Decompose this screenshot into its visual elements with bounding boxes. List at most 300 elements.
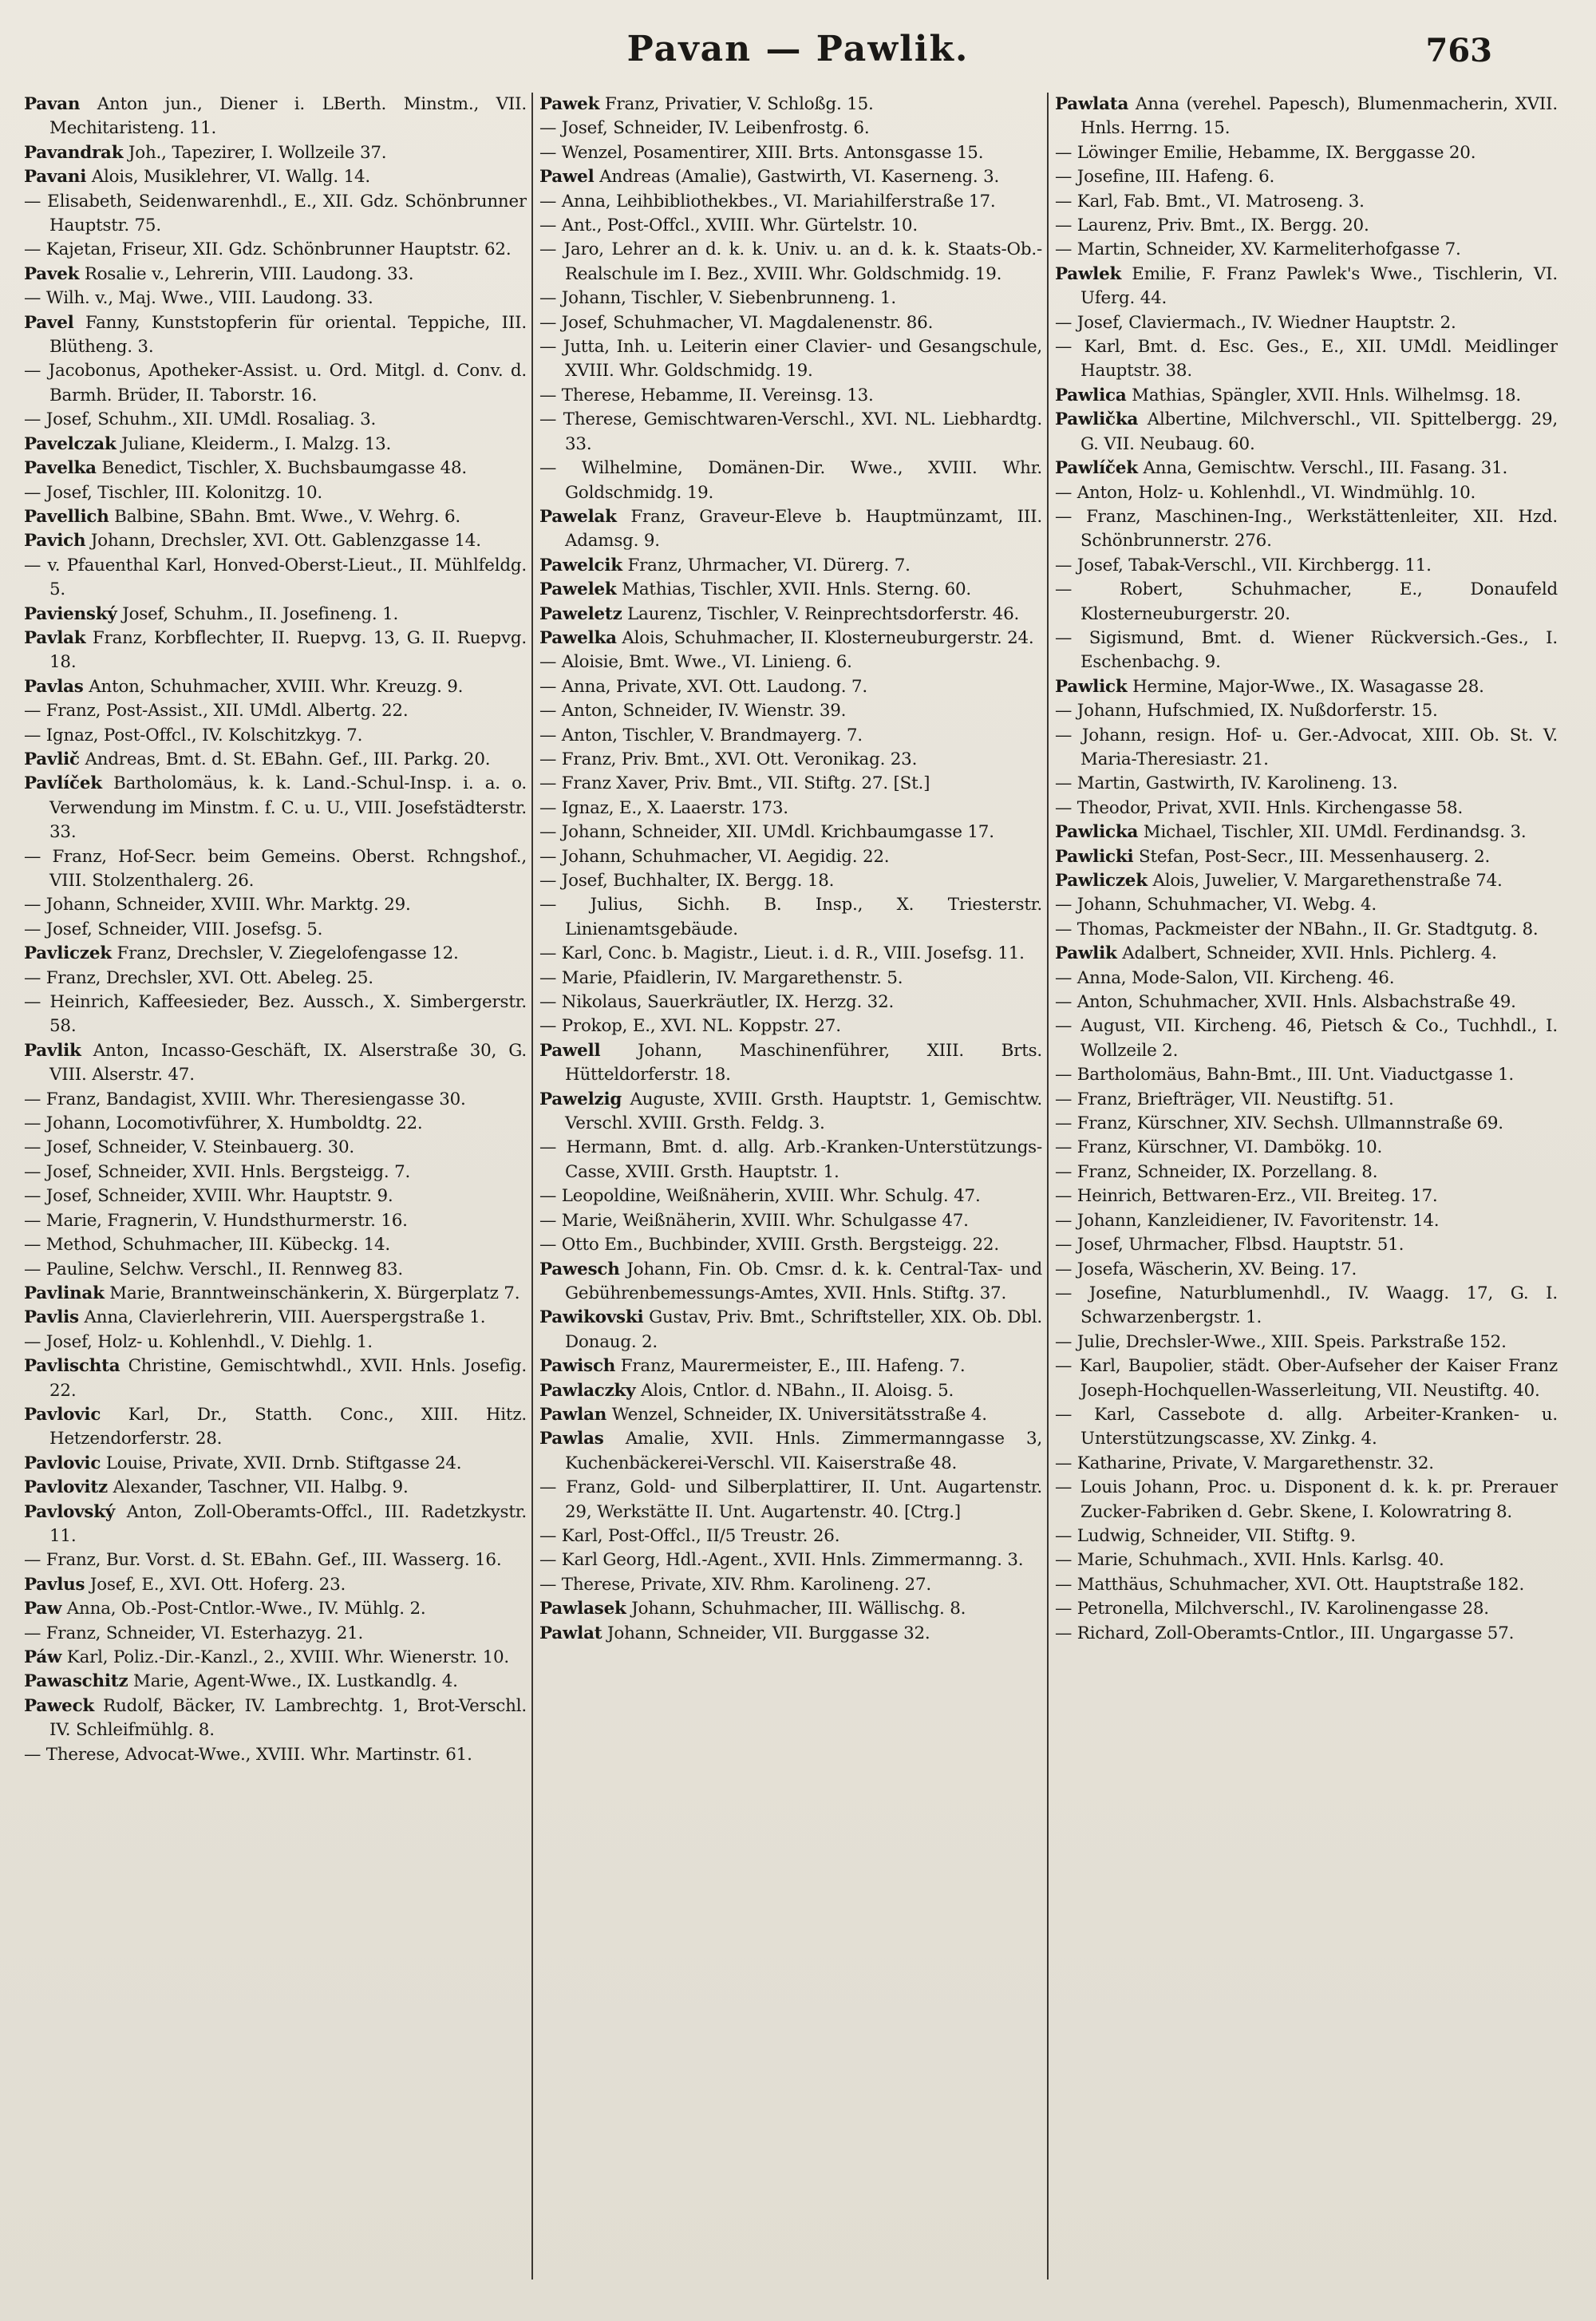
entry-details: — Franz, Schneider, VI. Esterhazyg. 21. <box>24 1623 364 1643</box>
entry-details: — Petronella, Milchverschl., IV. Karolinengasse 28. <box>1055 1599 1489 1619</box>
directory-entry <box>539 748 1042 772</box>
entry-details: — Josef, Holz- u. Kohlenhdl., V. Diehlg. 1. <box>24 1331 373 1352</box>
entry-details: Michael, Tischler, XII. UMdl. Ferdinandsg. 3. <box>1138 822 1527 843</box>
directory-entry <box>24 603 527 627</box>
entry-details: — Löwinger Emilie, Hebamme, IX. Berggasse 20. <box>1055 142 1476 163</box>
entry-details: Wenzel, Schneider, IX. Universitätsstraße 4. <box>606 1404 987 1425</box>
directory-entry <box>24 1452 527 1476</box>
entry-details: — Louis Johann, Proc. u. Disponent d. k. k. pr. Prerauer Zucker-Fabriken d. Gebr. Skene, I. Kolowratring 8. <box>1055 1477 1558 1522</box>
directory-entry <box>1055 1354 1558 1403</box>
directory-entry <box>539 384 1042 408</box>
directory-entry <box>539 845 1042 869</box>
entry-details: — Ignaz, E., X. Laaerstr. 173. <box>539 797 788 818</box>
directory-entry <box>1055 1403 1558 1452</box>
entry-details: — v. Pfauenthal Karl, Honved-Oberst-Lieut., II. Mühlfeldg. 5. <box>24 555 527 600</box>
entry-details: — Franz, Kürschner, XIV. Sechsh. Ullmannstraße 69. <box>1055 1113 1503 1134</box>
directory-entry <box>539 1306 1042 1354</box>
entry-details: Andreas, Bmt. d. St. EBahn. Gef., III. Parkg. 20. <box>79 749 491 769</box>
entry-surname: Pavlič <box>24 749 80 769</box>
directory-entry <box>1055 1331 1558 1354</box>
directory-entry <box>1055 869 1558 893</box>
entry-details: — Josef, Tischler, III. Kolonitzg. 10. <box>24 482 322 503</box>
directory-entry <box>539 820 1042 844</box>
directory-entry <box>1055 1524 1558 1548</box>
entry-surname: Pavlíček <box>24 773 102 794</box>
entry-surname: Pavlovský <box>24 1501 116 1522</box>
directory-entry <box>1055 93 1558 141</box>
directory-entry <box>539 311 1042 335</box>
entry-surname: Pavel <box>24 312 74 333</box>
directory-column-2 <box>539 93 1042 2295</box>
directory-entry <box>539 675 1042 699</box>
entry-surname: Pawlas <box>539 1429 604 1449</box>
entry-surname: Pavani <box>24 167 87 188</box>
entry-details: Hermine, Major-Wwe., IX. Wasagasse 28. <box>1127 676 1484 697</box>
entry-details: Franz, Drechsler, V. Ziegelofengasse 12. <box>111 943 459 964</box>
entry-details: — Martin, Schneider, XV. Karmeliterhofgasse 7. <box>1055 239 1461 260</box>
entry-surname: Pavlovic <box>24 1404 101 1425</box>
entry-details: — Ant., Post-Offcl., XVIII. Whr. Gürtelstr. 10. <box>539 215 918 236</box>
entry-details: — Franz, Bandagist, XVIII. Whr. Theresiengasse 30. <box>24 1089 466 1109</box>
entry-details: — Karl Georg, Hdl.-Agent., XVII. Hnls. Zimmermanng. 3. <box>539 1550 1024 1571</box>
entry-details: — Johann, Hufschmied, IX. Nußdorferstr. 15. <box>1055 701 1438 722</box>
entry-details: — Josef, Buchhalter, IX. Bergg. 18. <box>539 871 835 891</box>
entry-details: Anna, Clavierlehrerin, VIII. Auerspergstraße 1. <box>78 1307 486 1328</box>
directory-entry <box>539 797 1042 820</box>
entry-details: Anton, Zoll-Oberamts-Offcl., III. Radetzkystr. 11. <box>49 1501 527 1546</box>
directory-entry <box>539 165 1042 189</box>
directory-entry <box>1055 918 1558 942</box>
entry-details: — Richard, Zoll-Oberamts-Cntlor., III. Ungargasse 57. <box>1055 1623 1515 1643</box>
entry-details: — Franz, Kürschner, VI. Dambökg. 10. <box>1055 1137 1383 1158</box>
entry-surname: Pavlischta <box>24 1356 120 1377</box>
entry-details: Alois, Schuhmacher, II. Klosterneuburgerstr. 24. <box>616 627 1034 648</box>
entry-surname: Pawelzig <box>539 1089 622 1109</box>
directory-entry <box>539 190 1042 214</box>
entry-details: — Anna, Leihbibliothekbes., VI. Mariahilferstraße 17. <box>539 191 996 212</box>
entry-details: Stefan, Post-Secr., III. Messenhauserg. 2. <box>1133 846 1491 867</box>
directory-entry <box>24 1573 527 1597</box>
directory-entry <box>24 1646 527 1670</box>
directory-entry <box>24 1282 527 1306</box>
entry-details: — Julie, Drechsler-Wwe., XIII. Speis. Parkstraße 152. <box>1055 1331 1507 1352</box>
directory-entry <box>539 1573 1042 1597</box>
entry-surname: Pavlovitz <box>24 1477 108 1498</box>
entry-details: — Aloisie, Bmt. Wwe., VI. Linieng. 6. <box>539 652 852 673</box>
entry-surname: Páw <box>24 1647 62 1667</box>
directory-entry <box>24 433 527 457</box>
entry-details: Rudolf, Bäcker, IV. Lambrechtg. 1, Brot-Verschl. IV. Schleifmühlg. 8. <box>49 1695 527 1741</box>
directory-entry <box>1055 408 1558 457</box>
entry-details: Anna, Ob.-Post-Cntlor.-Wwe., IV. Mühlg. 2. <box>61 1599 426 1619</box>
entry-surname: Pawikovski <box>539 1307 644 1328</box>
directory-entry <box>1055 1136 1558 1160</box>
entry-details: Johann, Drechsler, XVI. Ott. Gablenzgasse 14. <box>85 531 481 552</box>
directory-entry <box>539 699 1042 723</box>
entry-details: — Therese, Advocat-Wwe., XVIII. Whr. Martinstr. 61. <box>24 1744 472 1765</box>
directory-entry <box>539 603 1042 627</box>
entry-details: Gustav, Priv. Bmt., Schriftsteller, XIX. Ob. Dbl. Donaug. 2. <box>565 1307 1042 1352</box>
directory-entry <box>24 1743 527 1767</box>
entry-details: — Sigismund, Bmt. d. Wiener Rückversich.-Ges., I. Eschenbachg. 9. <box>1055 627 1558 673</box>
entry-details: — Robert, Schuhmacher, E., Donaufeld Klosterneuburgerstr. 20. <box>1055 579 1558 624</box>
entry-details: — Martin, Gastwirth, IV. Karolineng. 13. <box>1055 773 1398 794</box>
entry-details: — Josef, Uhrmacher, Flbsd. Hauptstr. 51. <box>1055 1235 1404 1255</box>
directory-entry <box>539 772 1042 796</box>
entry-details: Anton, Schuhmacher, XVIII. Whr. Kreuzg. 9. <box>83 676 464 697</box>
entry-details: — Franz, Drechsler, XVI. Ott. Abeleg. 25. <box>24 967 373 988</box>
entry-details: — Jaro, Lehrer an d. k. k. Univ. u. an d. k. k. Staats-Ob.-Realschule im I. Bez., XVIII. Whr. Goldschmidg. 19. <box>539 239 1042 284</box>
directory-entry <box>24 481 527 505</box>
entry-details: — Katharine, Private, V. Margarethenstr. 32. <box>1055 1453 1434 1473</box>
directory-entry <box>539 1524 1042 1548</box>
entry-details: Juliane, Kleiderm., I. Malzg. 13. <box>116 433 392 454</box>
directory-entry <box>24 287 527 310</box>
entry-details: — Josef, Tabak-Verschl., VII. Kirchbergg. 11. <box>1055 555 1432 575</box>
directory-entry <box>24 1039 527 1088</box>
entry-details: — Karl, Baupolier, städt. Ober-Aufseher der Kaiser Franz Joseph-Hochquellen-Wasserleitung, VII. Neustiftg. 40. <box>1055 1356 1558 1401</box>
entry-details: — Franz, Gold- und Silberplattirer, II. Unt. Augartenstr. 29, Werkstätte II. Unt. Augartenstr. 40. [Ctrg.] <box>539 1477 1042 1522</box>
entry-details: Andreas (Amalie), Gastwirth, VI. Kaserneng. 3. <box>594 167 1000 188</box>
entry-details: Rosalie v., Lehrerin, VIII. Laudong. 33. <box>79 263 414 284</box>
directory-entry <box>24 1331 527 1354</box>
directory-entry <box>1055 967 1558 990</box>
entry-details: — Franz, Priv. Bmt., XVI. Ott. Veronikag. 23. <box>539 749 918 769</box>
entry-surname: Paweck <box>24 1695 95 1716</box>
entry-details: — Therese, Gemischtwaren-Verschl., XVI. NL. Liebhardtg. 33. <box>539 409 1042 454</box>
directory-entry <box>539 1088 1042 1137</box>
directory-entry <box>24 457 527 480</box>
directory-entry <box>539 578 1042 602</box>
entry-details: Josef, E., XVI. Ott. Hoferg. 23. <box>85 1574 346 1595</box>
entry-surname: Pawlick <box>1055 676 1128 697</box>
entry-details: — Josefa, Wäscherin, XV. Being. 17. <box>1055 1259 1357 1279</box>
entry-details: — Josef, Schneider, VIII. Josefsg. 5. <box>24 919 323 939</box>
entry-details: Bartholomäus, k. k. Land.-Schul-Insp. i. a. o. Verwendung im Minstm. f. C. u. U., VIII. Josefstädterstr. 33. <box>49 773 527 843</box>
entry-details: — Josef, Schuhmacher, VI. Magdalenenstr. 86. <box>539 312 934 333</box>
entry-details: — Anton, Schuhmacher, XVII. Hnls. Alsbachstraße 49. <box>1055 992 1516 1013</box>
entry-surname: Pawlica <box>1055 385 1127 405</box>
entry-surname: Pawlek <box>1055 263 1122 284</box>
entry-details: Anton jun., Diener i. LBerth. Minstm., VII. Mechitaristeng. 11. <box>49 94 527 139</box>
directory-entry <box>1055 311 1558 335</box>
directory-entry <box>1055 505 1558 554</box>
entry-details: — Josef, Schneider, XVIII. Whr. Hauptstr. 9. <box>24 1186 393 1207</box>
entry-details: — Pauline, Selchw. Verschl., II. Rennweg 83. <box>24 1259 403 1279</box>
entry-surname: Pavlas <box>24 676 84 697</box>
directory-entry <box>24 1548 527 1572</box>
entry-details: Auguste, XVIII. Grsth. Hauptstr. 1, Gemischtw. Verschl. XVIII. Grsth. Feldg. 3. <box>565 1089 1042 1134</box>
directory-entry <box>539 1476 1042 1524</box>
entry-surname: Pawlan <box>539 1404 607 1425</box>
entry-details: Louise, Private, XVII. Drnb. Stiftgasse 24. <box>101 1453 462 1473</box>
entry-details: Laurenz, Tischler, V. Reinprechtsdorferstr. 46. <box>622 603 1020 624</box>
entry-surname: Pawesch <box>539 1259 620 1279</box>
directory-entry <box>24 1258 527 1282</box>
entry-surname: Pawlaczky <box>539 1380 636 1401</box>
entry-details: — Laurenz, Priv. Bmt., IX. Bergg. 20. <box>1055 215 1369 236</box>
directory-entry <box>539 627 1042 650</box>
entry-details: — Johann, Schneider, XII. UMdl. Krichbaumgasse 17. <box>539 822 994 843</box>
entry-details: Benedict, Tischler, X. Buchsbaumgasse 48. <box>96 458 468 479</box>
directory-entry <box>24 1476 527 1500</box>
directory-entry <box>1055 481 1558 505</box>
directory-entry <box>539 457 1042 505</box>
entry-details: — Johann, Kanzleidiener, IV. Favoritenstr. 14. <box>1055 1210 1440 1231</box>
directory-entry <box>539 1039 1042 1088</box>
directory-entry <box>1055 1548 1558 1572</box>
entry-surname: Pawel <box>539 167 595 188</box>
directory-entry <box>1055 165 1558 189</box>
entry-details: Marie, Branntweinschänkerin, X. Bürgerplatz 7. <box>104 1283 520 1303</box>
entry-details: Christine, Gemischtwhdl., XVII. Hnls. Josefig. 22. <box>49 1356 527 1401</box>
directory-entry <box>24 748 527 772</box>
entry-details: — Marie, Schuhmach., XVII. Hnls. Karlsg. 40. <box>1055 1550 1444 1571</box>
entry-details: — Johann, resign. Hof- u. Ger.-Advocat, XIII. Ob. St. V. Maria-Theresiastr. 21. <box>1055 725 1558 769</box>
directory-entry <box>539 1427 1042 1476</box>
entry-details: Franz, Privatier, V. Schloßg. 15. <box>599 94 874 114</box>
directory-entry <box>24 1184 527 1208</box>
entry-details: Alexander, Taschner, VII. Halbg. 9. <box>107 1477 409 1498</box>
entry-details: — Franz, Hof-Secr. beim Gemeins. Oberst. Rchngshof., VIII. Stolzenthalerg. 26. <box>24 846 527 891</box>
directory-entry <box>24 1403 527 1452</box>
directory-entry <box>539 1597 1042 1621</box>
entry-details: — Josef, Schneider, V. Steinbauerg. 30. <box>24 1137 354 1158</box>
entry-details: — Karl, Conc. b. Magistr., Lieut. i. d. R., VIII. Josefsg. 11. <box>539 943 1025 964</box>
directory-entry <box>1055 1622 1558 1646</box>
entry-details: Franz, Maurermeister, E., III. Hafeng. 7. <box>615 1356 966 1377</box>
directory-entry <box>1055 1063 1558 1087</box>
directory-entry <box>24 1233 527 1257</box>
directory-entry <box>539 942 1042 966</box>
entry-details: — Johann, Locomotivführer, X. Humboldtg. 22. <box>24 1113 423 1134</box>
entry-details: — Heinrich, Kaffeesieder, Bez. Aussch., X. Simbergerstr. 58. <box>24 992 527 1037</box>
entry-details: Adalbert, Schneider, XVII. Hnls. Pichlerg. 4. <box>1116 943 1497 964</box>
directory-entry <box>24 554 527 603</box>
entry-surname: Pavelczak <box>24 433 117 454</box>
entry-details: — Anton, Tischler, V. Brandmayerg. 7. <box>539 725 863 745</box>
entry-surname: Pawell <box>539 1040 601 1061</box>
entry-surname: Pawlat <box>539 1623 602 1643</box>
entry-details: Anton, Incasso-Geschäft, IX. Alserstraße 30, G. VIII. Alserstr. 47. <box>49 1040 527 1085</box>
entry-surname: Pawelcik <box>539 555 622 575</box>
directory-entry <box>24 1136 527 1160</box>
entry-details: — Jacobonus, Apotheker-Assist. u. Ord. Mitgl. d. Conv. d. Barmh. Brüder, II. Taborstr. 16. <box>24 361 527 405</box>
page-header <box>0 29 1596 77</box>
directory-entry <box>1055 845 1558 869</box>
entry-details: — Franz, Briefträger, VII. Neustiftg. 51. <box>1055 1089 1394 1109</box>
directory-entry <box>539 1258 1042 1307</box>
entry-surname: Pavlovic <box>24 1453 101 1473</box>
entry-surname: Pavlis <box>24 1307 79 1328</box>
directory-entry <box>539 1014 1042 1038</box>
directory-entry <box>24 967 527 990</box>
entry-details: — Julius, Sichh. B. Insp., X. Triesterstr. Linienamtsgebäude. <box>539 895 1042 939</box>
entry-details: Johann, Maschinenführer, XIII. Brts. Hütteldorferstr. 18. <box>565 1040 1042 1085</box>
directory-entry <box>539 335 1042 384</box>
entry-surname: Pavan <box>24 94 81 114</box>
entry-details: Karl, Poliz.-Dir.-Kanzl., 2., XVIII. Whr. Wienerstr. 10. <box>61 1647 509 1667</box>
entry-details: — Anton, Holz- u. Kohlenhdl., VI. Windmühlg. 10. <box>1055 482 1476 503</box>
entry-surname: Pavlak <box>24 627 86 648</box>
entry-surname: Pavandrak <box>24 142 124 163</box>
entry-surname: Pavellich <box>24 506 109 527</box>
directory-entry <box>24 627 527 675</box>
directory-entry <box>1055 1476 1558 1524</box>
directory-entry <box>539 93 1042 117</box>
entry-surname: Paweletz <box>539 603 622 624</box>
entry-surname: Pawlíček <box>1055 458 1138 479</box>
entry-surname: Pavlik <box>24 1040 81 1061</box>
directory-entry <box>1055 1209 1558 1233</box>
directory-entry <box>1055 1112 1558 1136</box>
entry-details: — Theodor, Privat, XVII. Hnls. Kirchengasse 58. <box>1055 797 1464 818</box>
directory-entry <box>539 141 1042 165</box>
directory-entry <box>539 967 1042 990</box>
entry-details: — Matthäus, Schuhmacher, XVI. Ott. Hauptstraße 182. <box>1055 1574 1525 1595</box>
directory-entry <box>539 1548 1042 1572</box>
entry-surname: Pawelak <box>539 506 617 527</box>
directory-entry <box>24 1501 527 1549</box>
entry-details: — August, VII. Kircheng. 46, Pietsch & Co., Tuchhdl., I. Wollzeile 2. <box>1055 1016 1558 1061</box>
entry-details: Joh., Tapezirer, I. Wollzeile 37. <box>123 142 387 163</box>
directory-entry <box>1055 699 1558 723</box>
directory-entry <box>539 1209 1042 1233</box>
column-divider <box>531 93 533 2279</box>
entry-details: — Josefine, Naturblumenhdl., IV. Waagg. 17, G. I. Schwarzenbergstr. 1. <box>1055 1283 1558 1328</box>
directory-entry <box>539 1622 1042 1646</box>
entry-details: Franz, Uhrmacher, VI. Dürerg. 7. <box>622 555 911 575</box>
entry-surname: Pavliczek <box>24 943 112 964</box>
entry-surname: Pavich <box>24 531 86 552</box>
entry-details: — Prokop, E., XVI. NL. Koppstr. 27. <box>539 1016 841 1037</box>
directory-entry <box>539 554 1042 578</box>
directory-entry <box>1055 263 1558 311</box>
entry-details: Albertine, Milchverschl., VII. Spittelbergg. 29, G. VII. Neubaug. 60. <box>1080 409 1558 454</box>
directory-entry <box>24 699 527 723</box>
directory-entry <box>24 93 527 141</box>
entry-details: — Johann, Schuhmacher, VI. Webg. 4. <box>1055 895 1377 915</box>
directory-entry <box>539 650 1042 674</box>
directory-entry <box>1055 214 1558 238</box>
entry-details: Josef, Schuhm., II. Josefineng. 1. <box>117 603 399 624</box>
directory-entry <box>24 408 527 432</box>
directory-entry <box>1055 190 1558 214</box>
directory-entry <box>24 990 527 1039</box>
directory-entry <box>539 990 1042 1014</box>
entry-details: — Method, Schuhmacher, III. Kübeckg. 14. <box>24 1235 391 1255</box>
entry-details: — Karl, Fab. Bmt., VI. Matroseng. 3. <box>1055 191 1365 212</box>
directory-entry <box>24 724 527 748</box>
entry-details: Franz, Korbflechter, II. Ruepvg. 13, G. II. Ruepvg. 18. <box>49 627 527 673</box>
directory-entry <box>1055 724 1558 773</box>
entry-details: — Therese, Hebamme, II. Vereinsg. 13. <box>539 385 874 405</box>
entry-details: — Franz, Bur. Vorst. d. St. EBahn. Gef., III. Wasserg. 16. <box>24 1550 502 1571</box>
entry-details: — Karl, Bmt. d. Esc. Ges., E., XII. UMdl. Meidlinger Hauptstr. 38. <box>1055 337 1558 382</box>
entry-details: — Franz, Schneider, IX. Porzellang. 8. <box>1055 1161 1378 1182</box>
directory-entry <box>539 505 1042 554</box>
directory-entry <box>1055 772 1558 796</box>
entry-surname: Pawelka <box>539 627 617 648</box>
entry-surname: Pawlicki <box>1055 846 1134 867</box>
entry-surname: Pawek <box>539 94 600 114</box>
directory-entry <box>539 893 1042 942</box>
directory-entry <box>539 1136 1042 1184</box>
entry-surname: Pawlik <box>1055 943 1117 964</box>
entry-surname: Pavek <box>24 263 80 284</box>
entry-details: Johann, Schneider, VII. Burggasse 32. <box>602 1623 930 1643</box>
directory-entry <box>1055 384 1558 408</box>
directory-entry <box>539 1184 1042 1208</box>
entry-surname: Pavelka <box>24 458 97 479</box>
directory-entry <box>24 505 527 529</box>
entry-details: Marie, Agent-Wwe., IX. Lustkandlg. 4. <box>128 1671 458 1692</box>
entry-surname: Pawisch <box>539 1356 616 1377</box>
entry-details: — Ludwig, Schneider, VII. Stiftg. 9. <box>1055 1525 1356 1546</box>
directory-entry <box>1055 1160 1558 1184</box>
entry-details: — Josef, Schuhm., XII. UMdl. Rosaliag. 3. <box>24 409 377 430</box>
directory-entry <box>24 918 527 942</box>
directory-entry <box>1055 1573 1558 1597</box>
directory-entry <box>1055 1282 1558 1331</box>
entry-details: — Josef, Claviermach., IV. Wiedner Hauptstr. 2. <box>1055 312 1456 333</box>
entry-details: — Karl, Post-Offcl., II/5 Treustr. 26. <box>539 1525 840 1546</box>
directory-entry <box>539 1379 1042 1403</box>
directory-entry <box>1055 141 1558 165</box>
directory-entry <box>24 1622 527 1646</box>
entry-details: — Wilh. v., Maj. Wwe., VIII. Laudong. 33. <box>24 288 373 309</box>
entry-details: — Johann, Schuhmacher, VI. Aegidig. 22. <box>539 846 890 867</box>
directory-entry <box>1055 554 1558 578</box>
entry-details: Karl, Dr., Statth. Conc., XIII. Hitz. Hetzendorferstr. 28. <box>49 1404 527 1449</box>
directory-entry <box>24 359 527 408</box>
directory-entry <box>1055 1452 1558 1476</box>
page-number: 763 <box>1425 32 1492 69</box>
directory-entry <box>539 408 1042 457</box>
directory-entry <box>24 165 527 189</box>
directory-entry <box>539 238 1042 287</box>
entry-details: Johann, Schuhmacher, III. Wällischg. 8. <box>626 1599 966 1619</box>
entry-details: Alois, Cntlor. d. NBahn., II. Aloisg. 5. <box>635 1380 954 1401</box>
directory-entry <box>539 724 1042 748</box>
entry-surname: Pawliczek <box>1055 871 1148 891</box>
directory-entry <box>539 869 1042 893</box>
entry-details: Mathias, Tischler, XVII. Hnls. Sterng. 60. <box>616 579 972 600</box>
entry-details: Anna, Gemischtw. Verschl., III. Fasang. 31. <box>1137 458 1508 479</box>
entry-details: — Johann, Schneider, XVIII. Whr. Marktg. 29. <box>24 895 411 915</box>
entry-details: — Otto Em., Buchbinder, XVIII. Grsth. Bergsteigg. 22. <box>539 1235 999 1255</box>
entry-details: — Josef, Schneider, XVII. Hnls. Bergsteigg. 7. <box>24 1161 411 1182</box>
directory-entry <box>24 1209 527 1233</box>
directory-entry <box>1055 627 1558 675</box>
directory-entry <box>24 1694 527 1743</box>
directory-entry <box>24 1112 527 1136</box>
directory-entry <box>24 238 527 262</box>
entry-surname: Pawlička <box>1055 409 1139 430</box>
entry-surname: Paw <box>24 1599 62 1619</box>
entry-surname: Pawlicka <box>1055 822 1139 843</box>
column-divider <box>1047 93 1049 2279</box>
entry-details: Alois, Juwelier, V. Margarethenstraße 74. <box>1147 871 1503 891</box>
directory-entry <box>1055 893 1558 917</box>
directory-entry <box>539 1354 1042 1378</box>
entry-surname: Pawlata <box>1055 94 1129 114</box>
entry-details: Amalie, XVII. Hnls. Zimmermanngasse 3, Kuchenbäckerei-Verschl. VII. Kaiserstraße 48. <box>565 1429 1042 1473</box>
directory-entry <box>1055 1258 1558 1282</box>
entry-details: Franz, Graveur-Eleve b. Hauptmünzamt, III. Adamsg. 9. <box>565 506 1042 552</box>
entry-surname: Pawelek <box>539 579 617 600</box>
entry-details: Alois, Musiklehrer, VI. Wallg. 14. <box>86 167 370 188</box>
